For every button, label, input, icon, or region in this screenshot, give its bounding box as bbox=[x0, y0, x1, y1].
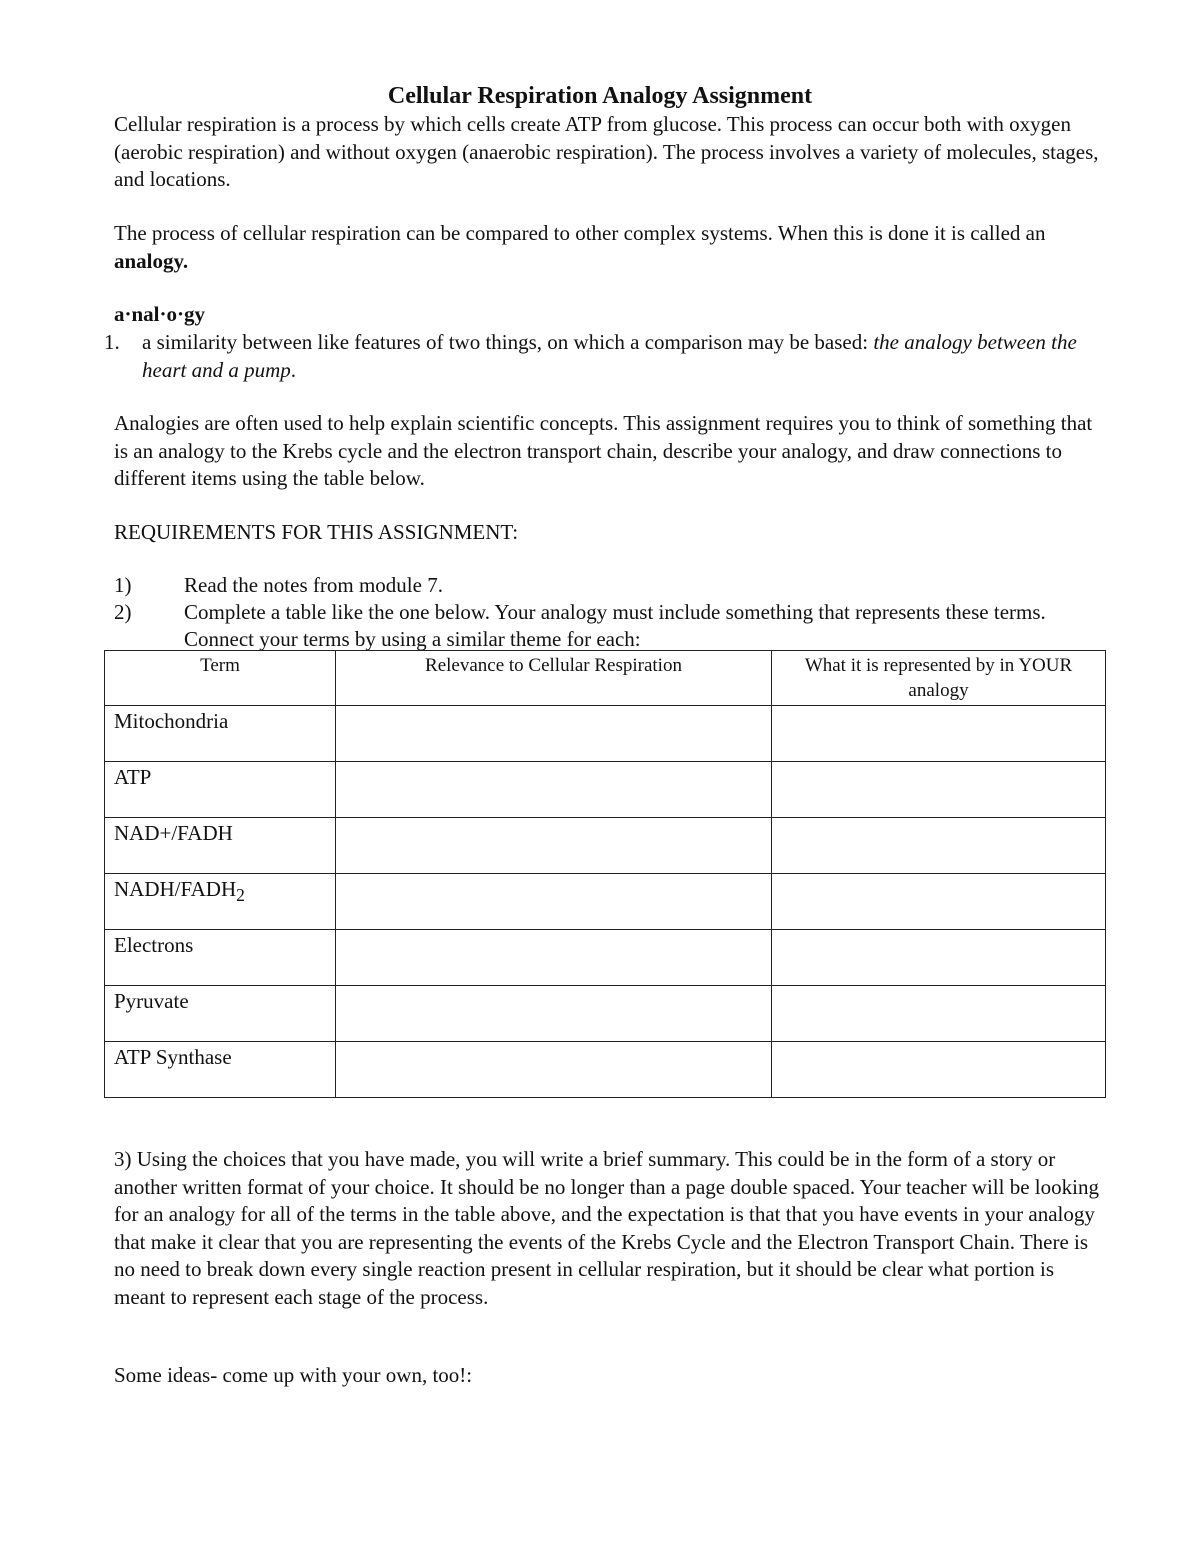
term-cell: Mitochondria bbox=[105, 706, 336, 762]
explanation-paragraph: Analogies are often used to help explain scientific concepts. This assignment requires you to think of something that is an analogy to the Krebs cycle and the electron transport chain, describe your analogy, and draw connections to different items using the table below. bbox=[114, 411, 1093, 490]
table-row bbox=[105, 930, 1106, 986]
term-cell: Pyruvate bbox=[105, 986, 336, 1042]
ideas-line: Some ideas- come up with your own, too!: bbox=[114, 1363, 473, 1387]
analogy-intro-text: The process of cellular respiration can be compared to other complex systems. When this is done it is called an bbox=[114, 221, 1046, 245]
definition-entry bbox=[104, 329, 1104, 384]
relevance-cell[interactable] bbox=[336, 762, 772, 818]
requirement-item bbox=[114, 599, 1104, 653]
header-represented: What it is represented by in YOUR analogy bbox=[772, 651, 1106, 706]
page-title: Cellular Respiration Analogy Assignment bbox=[387, 83, 813, 109]
represented-cell[interactable] bbox=[772, 818, 1106, 874]
header-term: Term bbox=[105, 651, 336, 706]
definition-end: . bbox=[290, 357, 296, 382]
requirement-number: 2) bbox=[114, 600, 132, 624]
term-cell: NAD+/FADH bbox=[105, 818, 336, 874]
relevance-cell[interactable] bbox=[336, 986, 772, 1042]
requirement-item bbox=[114, 572, 1104, 599]
requirement-text: Read the notes from module 7. bbox=[184, 573, 443, 597]
represented-cell[interactable] bbox=[772, 874, 1106, 930]
relevance-cell[interactable] bbox=[336, 930, 772, 986]
table-row bbox=[105, 818, 1106, 874]
analogy-bold-term: analogy. bbox=[114, 248, 189, 273]
definition-text bbox=[142, 329, 1104, 384]
intro-paragraph: Cellular respiration is a process by which cells create ATP from glucose. This process can occur both with oxygen (aerobic respiration) and without oxygen (anaerobic respiration). The process involves a variety of molecules, stages, and locations. bbox=[114, 112, 1099, 191]
definition-number: 1. bbox=[104, 330, 120, 354]
represented-cell[interactable] bbox=[772, 762, 1106, 818]
relevance-cell[interactable] bbox=[336, 706, 772, 762]
table-header-row bbox=[105, 651, 1106, 706]
analogy-intro-paragraph bbox=[114, 220, 1104, 275]
relevance-cell[interactable] bbox=[336, 874, 772, 930]
definition-term: a·nal·o·gy bbox=[114, 302, 206, 326]
definition-body: a similarity between like features of two things, on which a comparison may be based: bbox=[142, 330, 874, 354]
table-row bbox=[105, 986, 1106, 1042]
represented-cell[interactable] bbox=[772, 1042, 1106, 1098]
table-row bbox=[105, 874, 1106, 930]
term-cell: Electrons bbox=[105, 930, 336, 986]
represented-cell[interactable] bbox=[772, 930, 1106, 986]
requirements-list bbox=[114, 572, 1104, 653]
relevance-cell[interactable] bbox=[336, 1042, 772, 1098]
requirement-text: Complete a table like the one below. Your analogy must include something that represents these terms. Connect your terms by using a similar theme for each: bbox=[184, 600, 1046, 651]
requirements-heading: REQUIREMENTS FOR THIS ASSIGNMENT: bbox=[114, 520, 519, 544]
relevance-cell[interactable] bbox=[336, 818, 772, 874]
table-row bbox=[105, 762, 1106, 818]
table-row bbox=[105, 706, 1106, 762]
definition-example: the analogy between the heart and a pump bbox=[142, 330, 1077, 382]
represented-cell[interactable] bbox=[772, 986, 1106, 1042]
represented-cell[interactable] bbox=[772, 706, 1106, 762]
requirement-number: 1) bbox=[114, 573, 132, 597]
term-text: NADH/FADH bbox=[114, 877, 237, 901]
summary-paragraph: 3) Using the choices that you have made, you will write a brief summary. This could be in the form of a story or another written format of your choice. It should be no longer than a page double spaced. Your teacher will be looking for an analogy for all of the terms in the table above, and the expectation is that that you have events in your analogy that make it clear that you are representing the events of the Krebs Cycle and the Electron Transport Chain. There is no need to break down every single reaction present in cellular respiration, but it should be clear what portion is meant to represent each stage of the process. bbox=[114, 1147, 1099, 1309]
term-subscript: 2 bbox=[236, 885, 245, 906]
table-row bbox=[105, 1042, 1106, 1098]
term-cell: ATP bbox=[105, 762, 336, 818]
analogy-table bbox=[104, 650, 1106, 1098]
term-cell: ATP Synthase bbox=[105, 1042, 336, 1098]
term-cell bbox=[105, 874, 336, 930]
header-relevance: Relevance to Cellular Respiration bbox=[336, 651, 772, 706]
